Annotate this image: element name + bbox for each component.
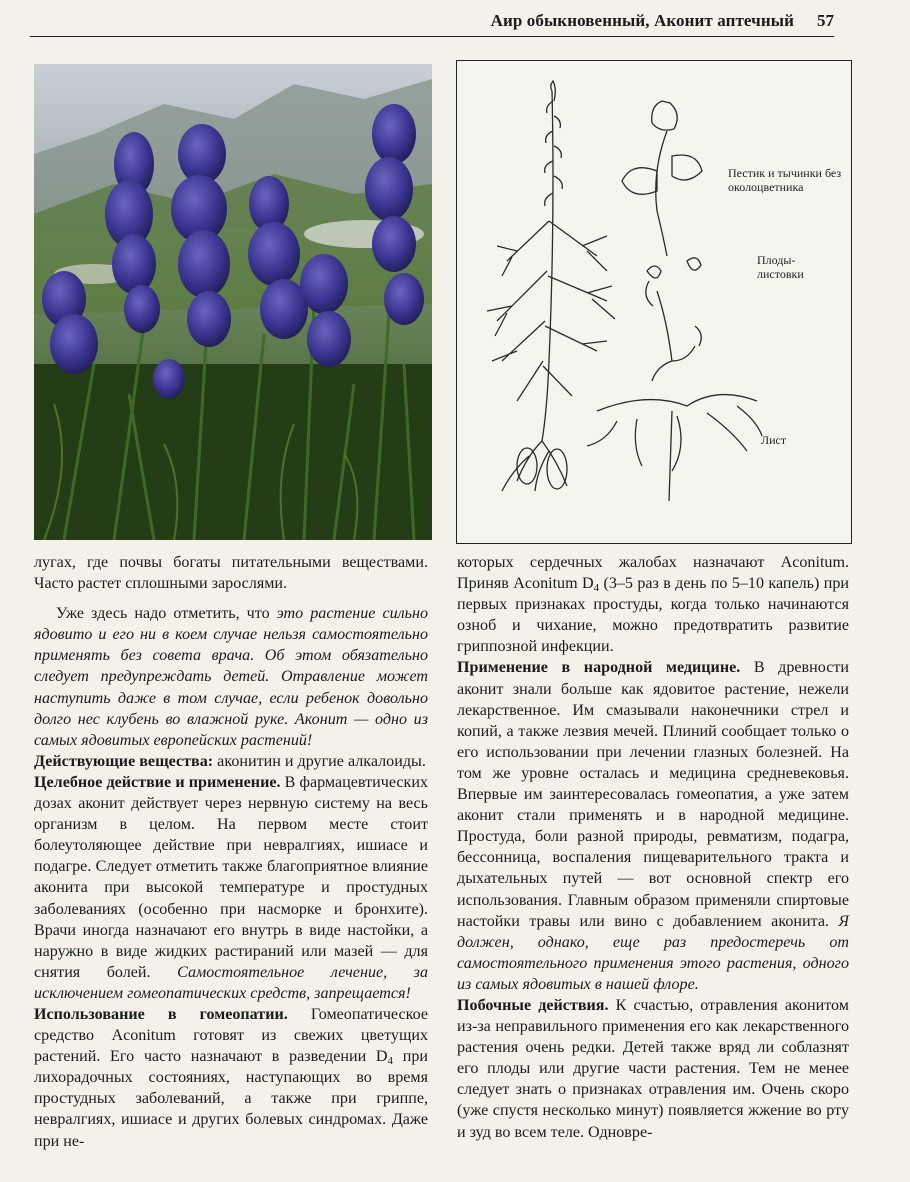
folk-heading: Применение в народной медицине.: [457, 659, 741, 677]
botanical-drawing: [456, 60, 852, 544]
warning-lead: Уже здесь надо отметить, что: [56, 605, 277, 623]
running-header: [30, 8, 834, 37]
label-leaf: Лист: [761, 433, 787, 447]
homeo-subscript: 4: [387, 1055, 394, 1068]
right-text-column: [457, 552, 849, 1143]
side-effects-section: [457, 995, 849, 1143]
aconite-photo-art: [34, 64, 432, 540]
header-title: Аир обыкновенный, Аконит аптечный: [490, 11, 794, 30]
healing-section: [34, 772, 428, 1004]
side-text: К счастью, отравления аконитом из-за неправильного применения его как лекарственного растения очень редки. Детей также вряд ли соблазнят его плоды или другие части растения. Тем не менее следует знать о признаках отравления им. Очень скоро (уже спустя несколько минут) появляется жжение во рту и зуд во всем теле. Одновре-: [457, 996, 849, 1141]
homeo-heading: Использование в гомеопатии.: [34, 1005, 288, 1023]
homeopathy-section: [34, 1004, 428, 1152]
homeo-text-2: при лихорадочных состояниях, наступающих во время простудных заболеваний, а также при гриппе, невралгиях, ишиасе и других болевых синдромах. Даже при не-: [34, 1048, 428, 1150]
folk-text: В древности аконит знали больше как ядовитое растение, нежели лекарственное. Им смазывали наконечники стрел и копий, а также лезвия мечей. Плиний сообщает только о его использовании при лечении глазных болезней. На том же уровне осталась и медицина средневековья. Впервые им заинтересовалась гомеопатия, а уже затем аконит стали применять и в народной медицине. Простуда, боли разной природы, ревматизм, подагра, бессонница, воспаления пищеварительного тракта и дыхательных путей — вот основной спектр его использования. Главным образом применяли спиртовые настойки травы или вино с добавлением аконита.: [457, 659, 850, 930]
warning-italic: это растение сильно ядовито и его ни в коем случае нельзя самостоятельно применять без совета врача. Об этом обязательно следует предупреждать детей. Отравление может наступить даже в том случае, если ребенок довольно долго нес клубень во влажной руке. Аконит — одно из самых ядовитых европейских растений!: [34, 605, 429, 749]
page-number: 57: [817, 11, 834, 30]
healing-text: В фармацевтических дозах аконит действует через нервную систему на весь организм в целом. На первом месте стоит болеутоляющее действие при невралгиях, ишиасе и подагре. Следует отметить также благоприятное влияние аконита при высокой температуре и простудных заболеваниях (особенно при насморке и бронхите). Врачи иногда назначают его внутрь в виде настойки, а наружно в виде жидких растираний или мазей — для снятия болей.: [34, 773, 428, 981]
active-substances: [34, 751, 428, 772]
aconite-photo: [34, 64, 432, 540]
healing-italic: Самостоятельное лечение, за исключением гомеопатических средств, запрещается!: [34, 963, 428, 1002]
label-fruits: Плоды-листовки: [757, 253, 804, 281]
folk-medicine-section: [457, 657, 849, 995]
homeo-text-1: Гомеопатическое средство Aconitum готовят из свежих цветущих растений. Его часто назначают в разведении D: [34, 1005, 428, 1066]
left-para-2: [34, 603, 428, 751]
left-text-column: [34, 552, 428, 1152]
active-heading: Действующие вещества:: [34, 752, 214, 770]
left-para-1: лугах, где почвы богаты питательными веществами. Часто растет сплошными зарослями.: [34, 554, 428, 593]
right-p1-a: которых сердечных жалобах назначают Aconitum. Приняв Aconitum D: [457, 554, 849, 593]
right-p1-b: (3–5 раз в день по 5–10 капель) при первых признаках простуды, когда только начинаются озноб и чихание, можно предотвратить развитие гриппозной инфекции.: [457, 575, 850, 656]
right-p1-subscript: 4: [593, 582, 600, 595]
aconite-drawing-art: [457, 61, 851, 543]
folk-italic: Я должен, однако, еще раз предостеречь от самостоятельного применения этого растения, одного из самых ядовитых в нашей флоре.: [457, 912, 849, 993]
active-text: аконитин и другие алкалоиды.: [213, 752, 426, 770]
label-pistil: Пестик и тычинки без околоцветника: [728, 166, 842, 194]
right-para-1: [457, 552, 849, 657]
side-heading: Побочные действия.: [457, 996, 609, 1014]
healing-heading: Целебное действие и применение.: [34, 773, 281, 791]
